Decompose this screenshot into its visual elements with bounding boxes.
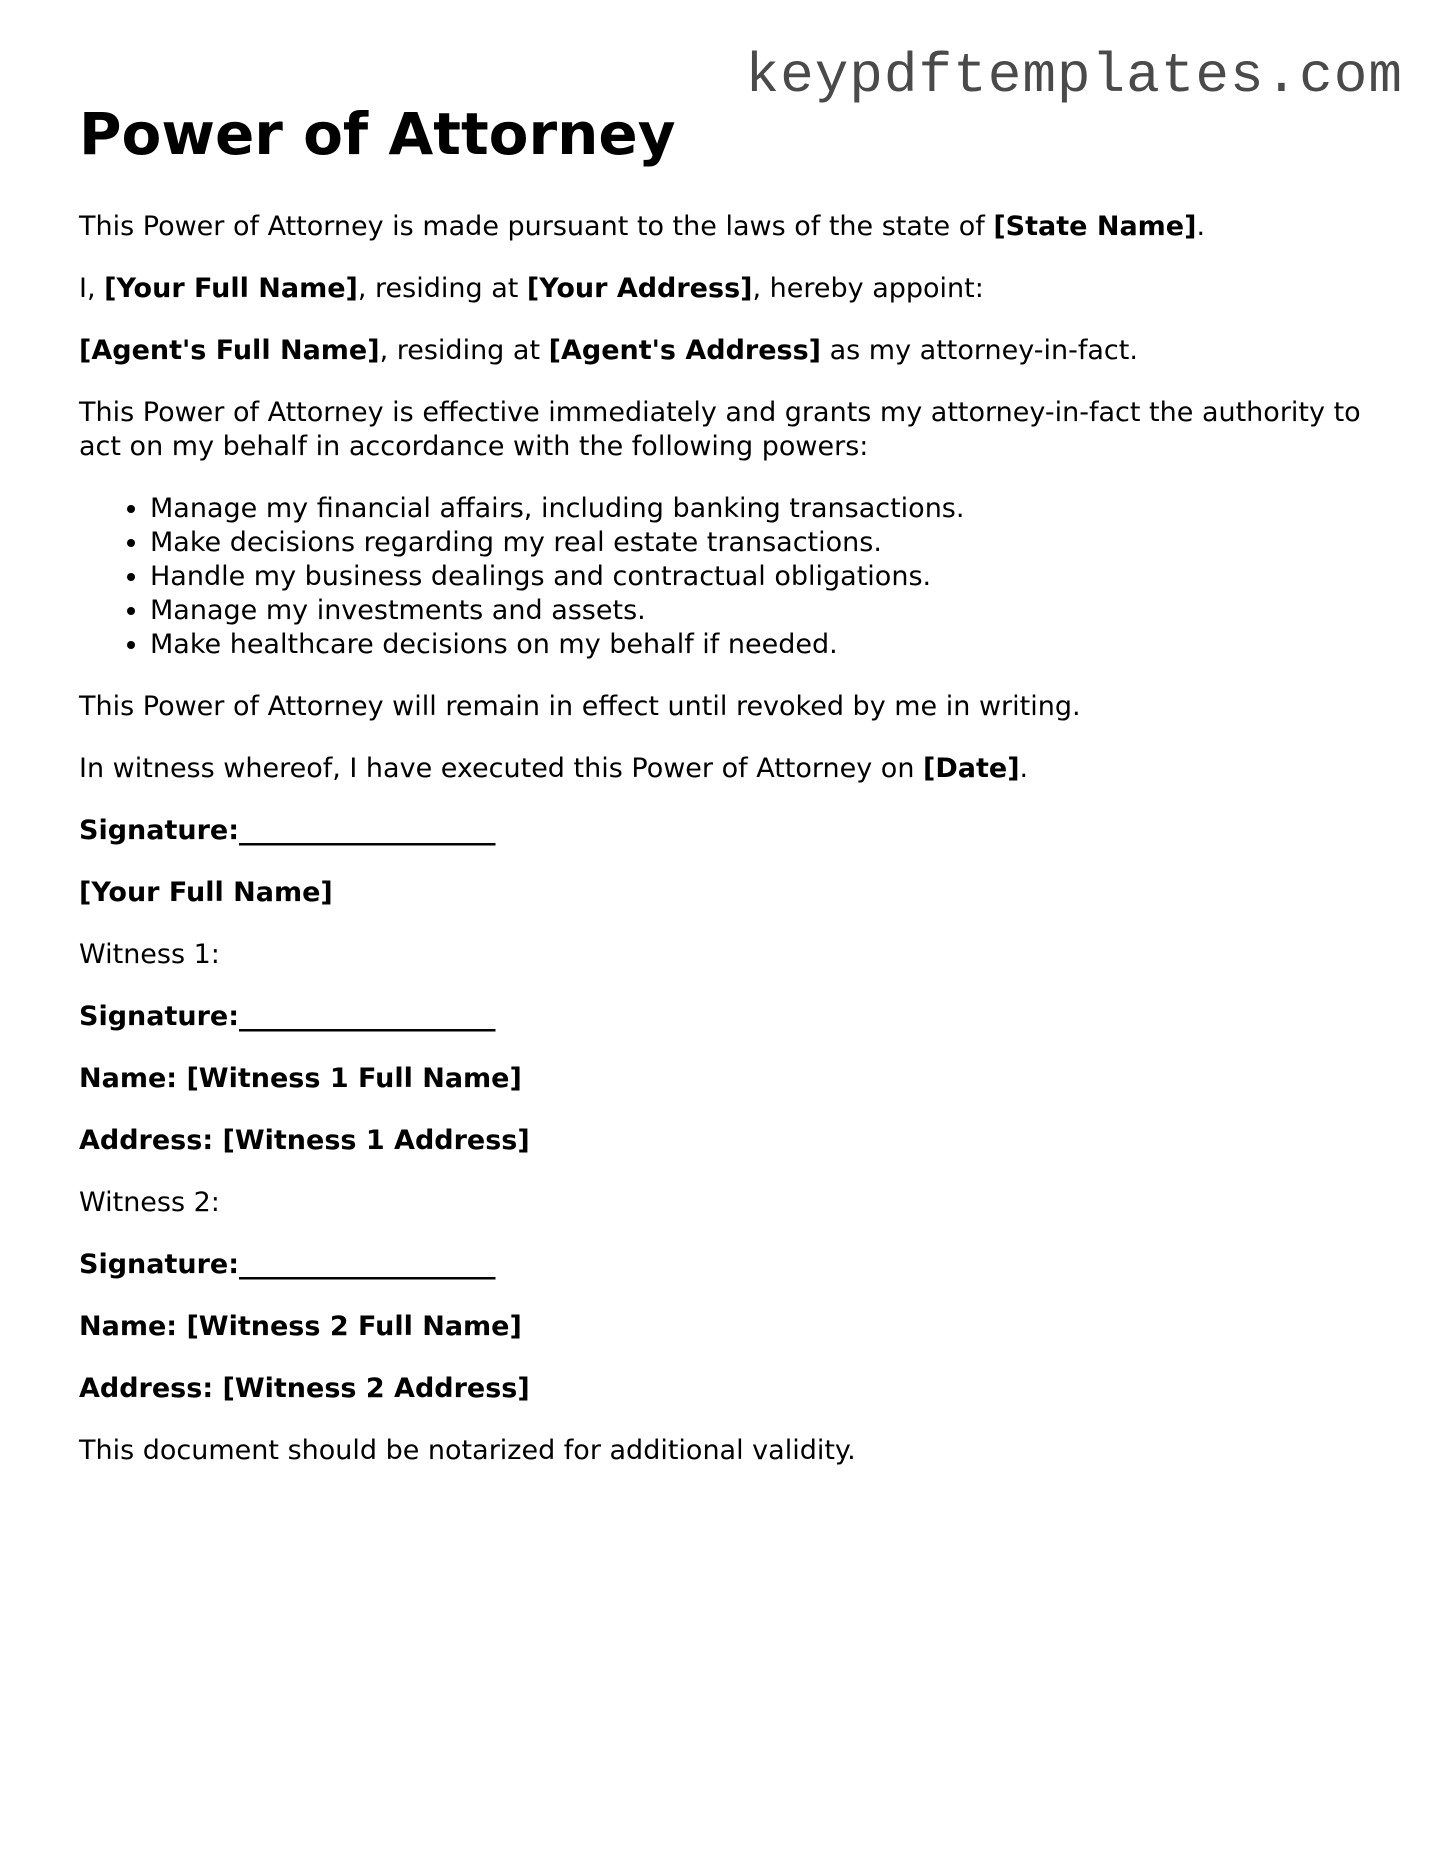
appointment-end: , hereby appoint:: [752, 273, 984, 304]
witness2-name: [79, 1310, 1369, 1344]
witness1-signature-line[interactable]: [79, 1000, 1369, 1034]
witness-clause: [79, 752, 1369, 786]
document-title: Power of Attorney: [79, 100, 676, 168]
authority-paragraph: This Power of Attorney is effective immediately and grants my attorney-in-fact the authority to act on my behalf in accordance with the following powers:: [79, 397, 1361, 462]
witness2-signature-label: Signature:___________________: [79, 1249, 496, 1280]
witness1-name-label: Name: [Witness 1 Full Name]: [79, 1063, 522, 1094]
list-item: • Manage my financial affairs, including banking transactions.: [150, 492, 1369, 526]
appointment-paragraph: [79, 272, 1369, 306]
intro-end: .: [1196, 211, 1206, 242]
date-placeholder: [Date]: [923, 753, 1020, 784]
agent-residing: , residing at: [379, 335, 549, 366]
principal-name-placeholder: [Your Full Name]: [104, 273, 358, 304]
witness1-label: Witness 1:: [79, 939, 220, 970]
witness2-signature-line[interactable]: [79, 1248, 1369, 1282]
witness2-name-label: Name: [Witness 2 Full Name]: [79, 1311, 522, 1342]
list-item: • Handle my business dealings and contractual obligations.: [150, 560, 1369, 594]
principal-signature-label: Signature:___________________: [79, 815, 496, 846]
witness1-name: [79, 1062, 1369, 1096]
witness1-address: [79, 1124, 1369, 1158]
principal-address-placeholder: [Your Address]: [526, 273, 753, 304]
notary-note: This document should be notarized for additional validity.: [79, 1435, 856, 1466]
witness2-label: Witness 2:: [79, 1187, 220, 1218]
principal-signature-line[interactable]: [79, 814, 1369, 848]
powers-list: [79, 492, 1369, 662]
watermark: keypdftemplates.com: [745, 44, 1403, 108]
agent-paragraph: [79, 334, 1369, 368]
witness-clause-text: In witness whereof, I have executed this Power of Attorney on: [79, 753, 924, 784]
appointment-text: I,: [79, 273, 105, 304]
agent-end: as my attorney-in-fact.: [821, 335, 1138, 366]
witness2-address: [79, 1372, 1369, 1406]
agent-name-placeholder: [Agent's Full Name]: [79, 335, 380, 366]
duration-paragraph: This Power of Attorney will remain in effect until revoked by me in writing.: [79, 691, 1081, 722]
witness1-signature-label: Signature:___________________: [79, 1001, 496, 1032]
document-body: [79, 100, 1369, 1496]
witness-clause-end: .: [1019, 753, 1029, 784]
intro-paragraph: [79, 210, 1369, 244]
witness2-address-label: Address: [Witness 2 Address]: [79, 1373, 530, 1404]
state-placeholder: [State Name]: [993, 211, 1197, 242]
list-item: • Make healthcare decisions on my behalf if needed.: [150, 628, 1369, 662]
intro-text: This Power of Attorney is made pursuant to the laws of the state of: [79, 211, 994, 242]
list-item: • Make decisions regarding my real estate transactions.: [150, 526, 1369, 560]
agent-address-placeholder: [Agent's Address]: [548, 335, 822, 366]
principal-name: [79, 876, 1369, 910]
appointment-residing: , residing at: [357, 273, 527, 304]
list-item: • Manage my investments and assets.: [150, 594, 1369, 628]
witness1-address-label: Address: [Witness 1 Address]: [79, 1125, 530, 1156]
principal-name-label: [Your Full Name]: [79, 877, 333, 908]
